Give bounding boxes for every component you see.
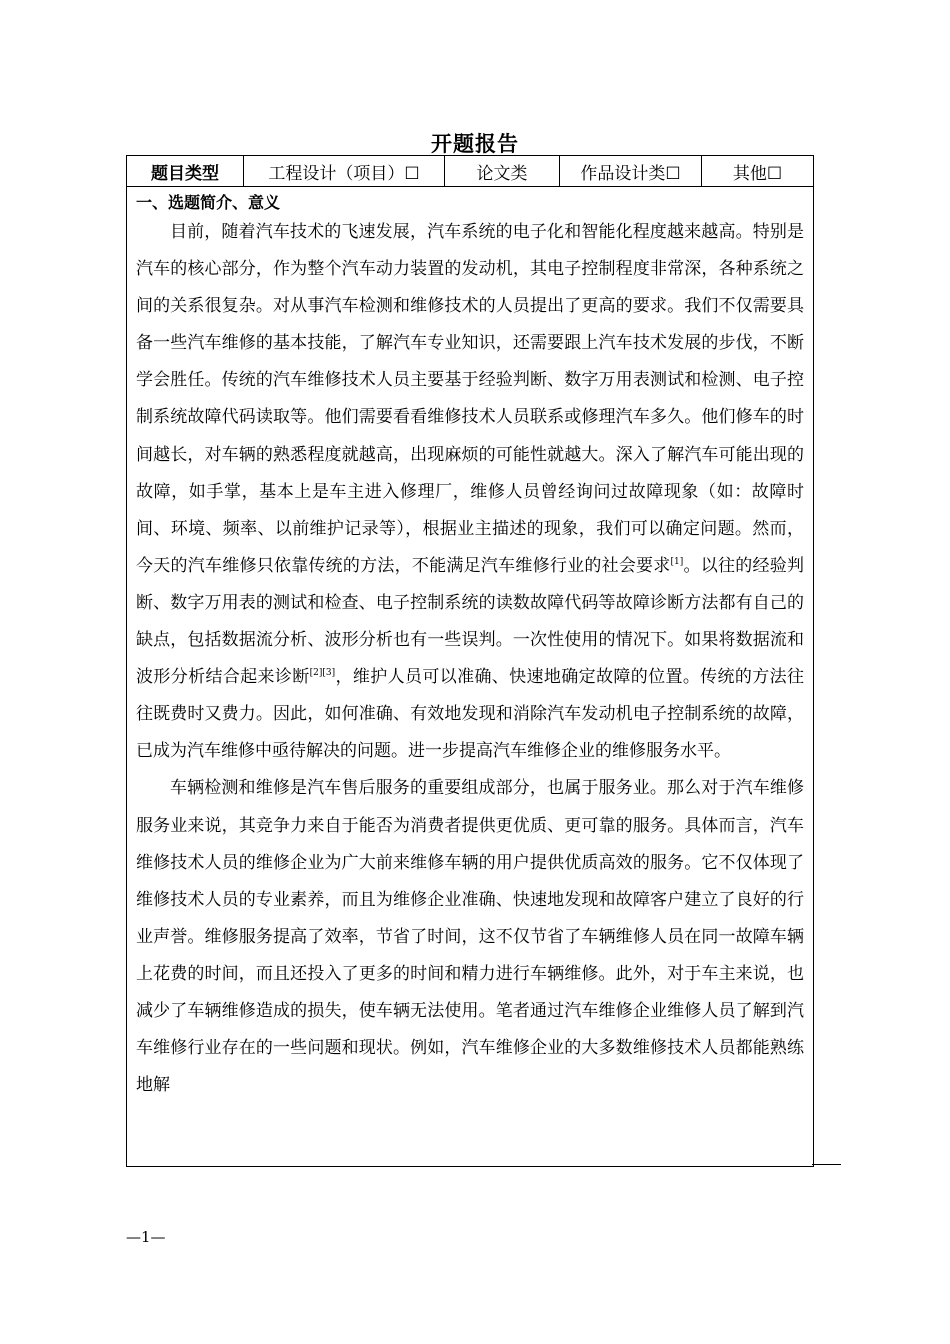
paragraph-1 [136, 214, 804, 770]
option-thesis[interactable]: 论文类 [445, 156, 560, 186]
paragraph-2: 车辆检测和维修是汽车售后服务的重要组成部分，也属于服务业。那么对于汽车维修服务业来说，其竞争力来自于能否为消费者提供更优质、更可靠的服务。具体而言，汽车维修技术人员的维修企业为广大前来维修车辆的用户提供优质高效的服务。它不仅体现了维修技术人员的专业素养，而且为维修企业准确、快速地发现和故障客户建立了良好的行业声誉。维修服务提高了效率，节省了时间，这不仅节省了车辆维修人员在同一故障车辆上花费的时间，而且还投入了更多的时间和精力进行车辆维修。此外，对于车主来说，也减少了车辆维修造成的损失，使车辆无法使用。笔者通过汽车维修企业维修人员了解到汽车维修行业存在的一些问题和现状。例如，汽车维修企业的大多数维修技术人员都能熟练地解 [136, 778, 804, 1096]
section-heading: 一、选题简介、意义 [136, 193, 281, 212]
report-body [127, 187, 813, 1104]
topic-type-row [127, 156, 813, 187]
citation-1: [1] [670, 556, 684, 567]
report-table [126, 155, 814, 1167]
option-other[interactable]: 其他☐ [732, 163, 783, 184]
topic-type-label: 题目类型 [127, 156, 244, 186]
citation-2: [2] [309, 668, 323, 679]
paragraph-1-part-2: 。以往的经验判断、数字万用表的测试和检查、电子控制系统的读数故障代码等故障诊断方法都有自己的缺点，包括数据流分析、波形分析也有一些误判。一次性使用的情况下。如果将数据流和波形分析结合起来诊断 [136, 555, 805, 688]
paragraph-1-part-3: ，维护人员可以准确、快速地确定故障的位置。传统的方法往往既费时又费力。因此，如何准确、有效地发现和消除汽车发动机电子控制系统的故障，已成为汽车维修中亟待解决的问题。进一步提高汽车维修企业的维修服务水平。 [136, 667, 805, 762]
paragraph-1-part-1: 目前，随着汽车技术的飞速发展，汽车系统的电子化和智能化程度越来越高。特别是汽车的核心部分，作为整个汽车动力装置的发动机，其电子控制程度非常深，各种系统之间的关系很复杂。对从事汽车检测和维修技术的人员提出了更高的要求。我们不仅需要具备一些汽车维修的基本技能，了解汽车专业知识，还需要跟上汽车技术发展的步伐，不断学会胜任。传统的汽车维修技术人员主要基于经验判断、数字万用表测试和检测、电子控制系统故障代码读取等。他们需要看看维修技术人员联系或修理汽车多久。他们修车的时间越长，对车辆的熟悉程度就越高，出现麻烦的可能性就越大。深入了解汽车可能出现的故障，如手掌，基本上是车主进入修理厂，维修人员曾经询问过故障现象（如：故障时间、环境、频率、以前维护记录等），根据业主描述的现象，我们可以确定问题。然而，今天的汽车维修只依靠传统的方法，不能满足汽车维修行业的社会要求 [136, 222, 804, 576]
option-work-design[interactable]: 作品设计类☐ [560, 156, 702, 186]
table-edge-line [812, 1164, 841, 1165]
option-engineering-design[interactable]: 工程设计（项目）☐ [244, 156, 445, 186]
page-title: 开题报告 [431, 131, 519, 156]
page-number: —1— [126, 1228, 166, 1246]
citation-3: [3] [322, 668, 336, 679]
